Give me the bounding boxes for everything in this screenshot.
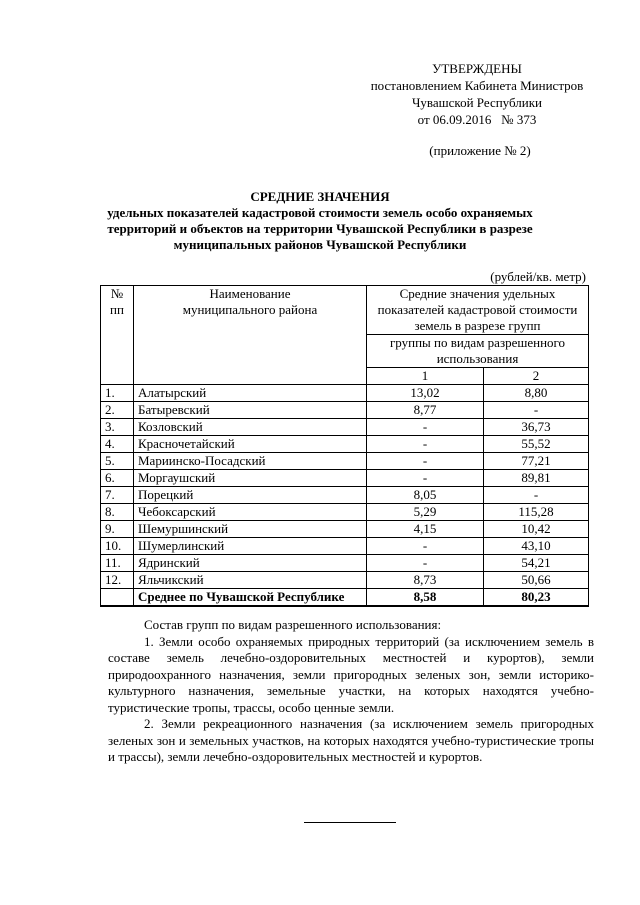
row-group-2-cell: 43,10: [484, 538, 589, 555]
row-district-name-cell: Шемуршинский: [134, 521, 367, 538]
row-group-1-cell: -: [367, 470, 484, 487]
table-row: [101, 436, 589, 453]
title-line-3: территорий и объектов на территории Чувашской Республики в разрезе: [107, 221, 533, 236]
row-group-2-cell: 50,66: [484, 572, 589, 589]
row-district-name-cell: Порецкий: [134, 487, 367, 504]
row-num-cell: 6.: [101, 470, 134, 487]
composition-heading: Состав групп по видам разрешенного использования:: [144, 617, 442, 632]
table-row: [101, 419, 589, 436]
row-num-cell: 8.: [101, 504, 134, 521]
document-title: [80, 189, 560, 253]
appendix-label: (приложение № 2): [429, 143, 531, 158]
header-groups: группы по видам разрешенного использования: [367, 335, 589, 368]
row-group-1-cell: 8,05: [367, 487, 484, 504]
row-num-cell: 10.: [101, 538, 134, 555]
row-group-2-cell: 89,81: [484, 470, 589, 487]
approval-date-number: от 06.09.2016 № 373: [417, 112, 537, 127]
table-row: [101, 555, 589, 572]
row-group-2-cell: 55,52: [484, 436, 589, 453]
row-group-1-cell: 13,02: [367, 385, 484, 402]
row-group-1-cell: -: [367, 436, 484, 453]
row-group-2-cell: -: [484, 487, 589, 504]
row-num-cell: 4.: [101, 436, 134, 453]
row-district-name-cell: Моргаушский: [134, 470, 367, 487]
row-district-name-cell: Алатырский: [134, 385, 367, 402]
approval-title: УТВЕРЖДЕНЫ: [432, 61, 522, 76]
row-num-cell: 2.: [101, 402, 134, 419]
row-group-2-cell: 10,42: [484, 521, 589, 538]
row-num-cell: 1.: [101, 385, 134, 402]
header-district-name: Наименование муниципального района: [134, 286, 367, 385]
row-district-name-cell: Шумерлинский: [134, 538, 367, 555]
approval-block: [352, 60, 602, 128]
row-group-2-cell: 8,80: [484, 385, 589, 402]
approval-republic: Чувашской Республики: [411, 95, 543, 110]
composition-item-2: 2. Земли рекреационного назначения (за исключением земель пригородных зеленых зон и земельных участков, на которых находятся учебно-туристические тропы и трассы), земли лечебно-оздоровительных местностей и курортов.: [108, 716, 594, 764]
table-row: [101, 521, 589, 538]
row-group-2-cell: 54,21: [484, 555, 589, 572]
table-row: [101, 538, 589, 555]
row-group-2-cell: 36,73: [484, 419, 589, 436]
row-group-2-cell: -: [484, 402, 589, 419]
title-line-4: муниципальных районов Чувашской Республики: [173, 237, 467, 252]
group-composition: [108, 617, 594, 766]
row-num-cell: 9.: [101, 521, 134, 538]
row-district-name-cell: Ядринский: [134, 555, 367, 572]
header-num: № пп: [101, 286, 134, 385]
row-district-name-cell: Чебоксарский: [134, 504, 367, 521]
total-name-cell: Среднее по Чувашской Республике: [134, 589, 367, 607]
table-total-row: [101, 589, 589, 607]
row-group-2-cell: 77,21: [484, 453, 589, 470]
row-district-name-cell: Яльчикский: [134, 572, 367, 589]
table-row: [101, 385, 589, 402]
row-group-1-cell: 8,73: [367, 572, 484, 589]
title-line-2: удельных показателей кадастровой стоимости земель особо охраняемых: [107, 205, 533, 220]
row-num-cell: 3.: [101, 419, 134, 436]
units-label: (рублей/кв. метр): [490, 269, 586, 284]
row-district-name-cell: Козловский: [134, 419, 367, 436]
cadastral-values-table: [100, 285, 589, 607]
approval-authority: постановлением Кабинета Министров: [370, 78, 584, 93]
row-group-1-cell: 4,15: [367, 521, 484, 538]
row-district-name-cell: Мариинско-Посадский: [134, 453, 367, 470]
row-num-cell: 12.: [101, 572, 134, 589]
row-group-1-cell: -: [367, 419, 484, 436]
row-district-name-cell: Красночетайский: [134, 436, 367, 453]
composition-item-1: 1. Земли особо охраняемых природных территорий (за исключением земель в составе земель лечебно-оздоровительных местностей и курортов), земли природоохранного назначения, земли пригородных зеленых зон, земли историко-культурного назначения, земельные участки, на которых находятся учебно-туристические тропы, трассы, особо ценные земли.: [108, 633, 594, 715]
row-num-cell: 11.: [101, 555, 134, 572]
table-row: [101, 453, 589, 470]
row-num-cell: 5.: [101, 453, 134, 470]
header-group-2: 2: [484, 368, 589, 385]
header-average-values: Средние значения удельных показателей кадастровой стоимости земель в разрезе групп: [367, 286, 589, 335]
table-row: [101, 470, 589, 487]
row-num-cell: 7.: [101, 487, 134, 504]
row-group-1-cell: -: [367, 538, 484, 555]
row-group-2-cell: 115,28: [484, 504, 589, 521]
total-num-cell: [101, 589, 134, 607]
table-row: [101, 572, 589, 589]
header-group-1: 1: [367, 368, 484, 385]
row-group-1-cell: -: [367, 555, 484, 572]
table-row: [101, 402, 589, 419]
table-row: [101, 504, 589, 521]
row-group-1-cell: -: [367, 453, 484, 470]
row-district-name-cell: Батыревский: [134, 402, 367, 419]
row-group-1-cell: 5,29: [367, 504, 484, 521]
row-group-1-cell: 8,77: [367, 402, 484, 419]
total-group-2-cell: 80,23: [484, 589, 589, 607]
total-group-1-cell: 8,58: [367, 589, 484, 607]
table-row: [101, 487, 589, 504]
closing-rule: [304, 822, 396, 823]
title-line-1: СРЕДНИЕ ЗНАЧЕНИЯ: [250, 189, 390, 204]
